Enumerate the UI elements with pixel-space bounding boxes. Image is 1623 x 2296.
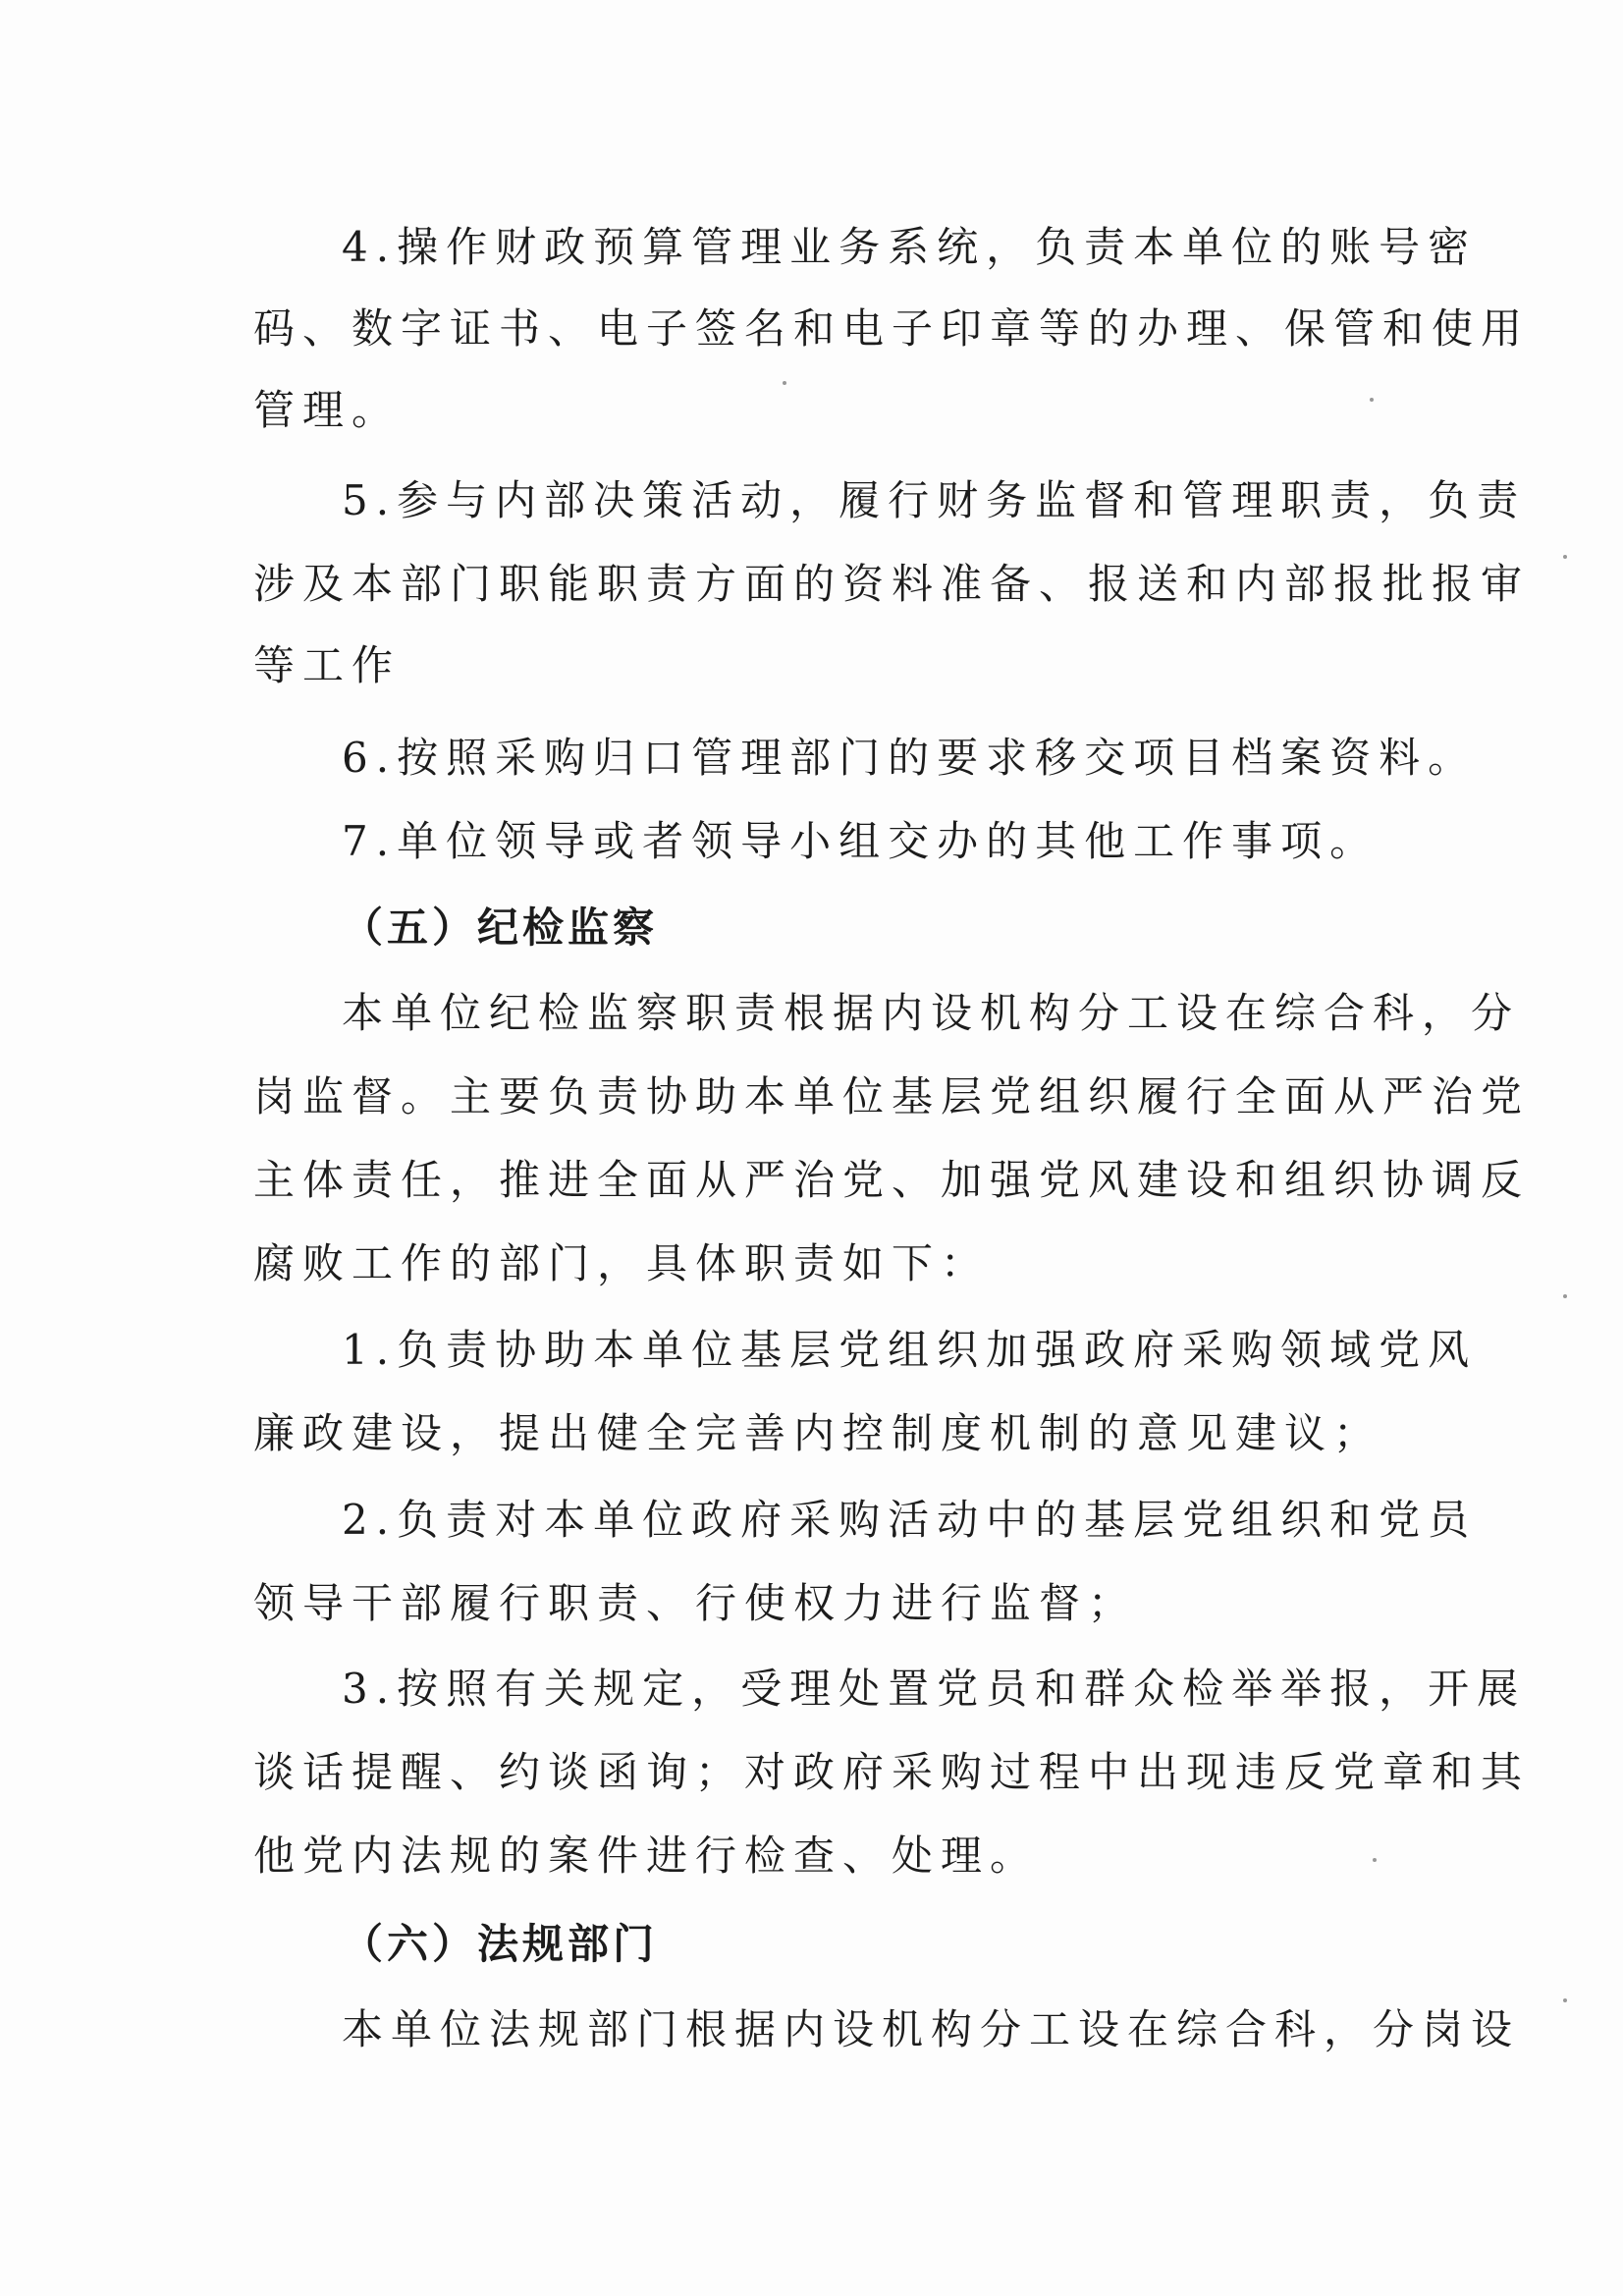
- paragraph-discipline-item-1-line-1: 1.负责协助本单位基层党组织加强政府采购领域党风: [342, 1326, 1478, 1374]
- paragraph-item-5-line-3: 等工作: [253, 641, 402, 689]
- paragraph-discipline-intro-line-1: 本单位纪检监察职责根据内设机构分工设在综合科，分: [342, 989, 1521, 1037]
- paragraph-legal-intro-line-1: 本单位法规部门根据内设机构分工设在综合科，分岗设: [342, 2005, 1521, 2053]
- scan-speck: [1563, 555, 1567, 559]
- paragraph-discipline-intro-line-2: 岗监督。主要负责协助本单位基层党组织履行全面从严治党: [253, 1072, 1531, 1121]
- paragraph-discipline-item-2-line-2: 领导干部履行职责、行使权力进行监督；: [253, 1579, 1138, 1627]
- paragraph-item-6: 6.按照采购归口管理部门的要求移交项目档案资料。: [342, 734, 1478, 782]
- paragraph-item-4-line-1: 4.操作财政预算管理业务系统，负责本单位的账号密: [342, 223, 1478, 271]
- paragraph-item-4-line-3: 管理。: [253, 386, 402, 434]
- scan-speck: [1370, 398, 1374, 402]
- paragraph-discipline-intro-line-4: 腐败工作的部门，具体职责如下：: [253, 1239, 991, 1287]
- scan-speck: [783, 381, 786, 385]
- paragraph-item-5-line-1: 5.参与内部决策活动，履行财务监督和管理职责，负责: [342, 476, 1527, 524]
- paragraph-discipline-item-3-line-1: 3.按照有关规定，受理处置党员和群众检举举报，开展: [342, 1665, 1527, 1713]
- section-heading-discipline-inspection: （五）纪检监察: [342, 903, 659, 952]
- scan-speck: [1563, 1294, 1567, 1298]
- scan-speck: [1373, 1858, 1377, 1862]
- paragraph-item-5-line-2: 涉及本部门职能职责方面的资料准备、报送和内部报批报审: [253, 560, 1531, 608]
- paragraph-item-4-line-2: 码、数字证书、电子签名和电子印章等的办理、保管和使用: [253, 304, 1531, 353]
- scan-speck: [1563, 1998, 1567, 2002]
- paragraph-discipline-intro-line-3: 主体责任，推进全面从严治党、加强党风建设和组织协调反: [253, 1156, 1531, 1204]
- section-heading-legal-department: （六）法规部门: [342, 1920, 659, 1968]
- paragraph-discipline-item-1-line-2: 廉政建设，提出健全完善内控制度机制的意见建议；: [253, 1409, 1383, 1457]
- paragraph-discipline-item-3-line-2: 谈话提醒、约谈函询；对政府采购过程中出现违反党章和其: [253, 1748, 1531, 1796]
- paragraph-discipline-item-3-line-3: 他党内法规的案件进行检查、处理。: [253, 1831, 1040, 1880]
- paragraph-item-7: 7.单位领导或者领导小组交办的其他工作事项。: [342, 817, 1380, 865]
- paragraph-discipline-item-2-line-1: 2.负责对本单位政府采购活动中的基层党组织和党员: [342, 1496, 1478, 1544]
